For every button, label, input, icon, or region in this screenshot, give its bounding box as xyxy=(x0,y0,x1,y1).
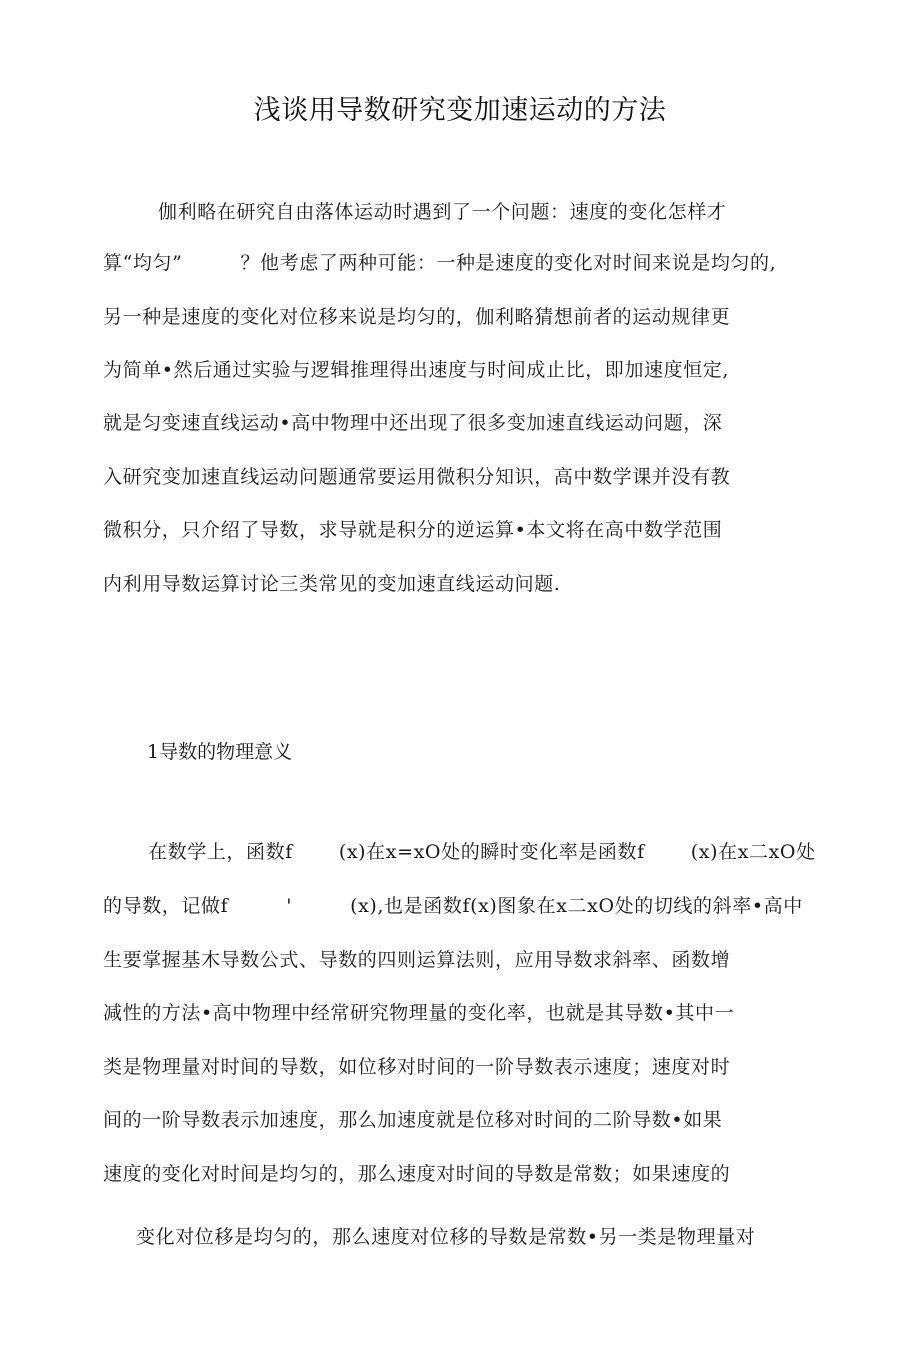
section-line-1-part-c: (x)在x二xO处 xyxy=(690,841,816,863)
section-line-6: 间的一阶导数表示加速度，那么加速度就是位移对时间的二阶导数•如果 xyxy=(103,1109,723,1131)
intro-line-2-part-a: 算“均匀” xyxy=(103,252,183,274)
intro-line-6: 入研究变加速直线运动问题通常要运用微积分知识，高中数学课并没有教 xyxy=(103,466,731,488)
section-line-7: 速度的变化对时间是均匀的，那么速度对时间的导数是常数；如果速度的 xyxy=(103,1163,731,1185)
section-line-2-part-c: (x),也是函数f(x)图象在x二xO处的切线的斜率•高中 xyxy=(350,895,803,917)
intro-line-5: 就是匀变速直线运动•高中物理中还出现了很多变加速直线运动问题，深 xyxy=(103,412,723,434)
section-line-5: 类是物理量对时间的导数，如位移对时间的一阶导数表示速度；速度对时 xyxy=(103,1056,731,1078)
intro-line-4: 为简单•然后通过实验与逻辑推理得出速度与时间成止比，即加速度恒定, xyxy=(103,359,730,381)
intro-line-8: 内利用导数运算讨论三类常见的变加速直线运动问题. xyxy=(103,573,561,595)
intro-line-3: 另一种是速度的变化对位移来说是均匀的，伽利略猜想前者的运动规律更 xyxy=(103,306,731,328)
section-line-1 xyxy=(148,840,816,864)
intro-line-7: 微积分，只介绍了导数，求导就是积分的逆运算•本文将在高中数学范围 xyxy=(103,519,723,541)
section-line-8: 变化对位移是均匀的，那么速度对位移的导数是常数•另一类是物理量对 xyxy=(136,1226,756,1248)
intro-line-2 xyxy=(103,251,776,275)
intro-line-1: 伽利略在研究自由落体运动时遇到了一个问题：速度的变化怎样才 xyxy=(158,201,727,223)
section-line-2 xyxy=(103,894,803,918)
section-line-1-part-b: (x)在x=xO处的瞬时变化率是函数f xyxy=(338,841,645,863)
section-line-4: 减性的方法•高中物理中经常研究物理量的变化率，也就是其导数•其中一 xyxy=(103,1002,735,1024)
section-line-2-part-a: 的导数，记做f xyxy=(103,895,229,917)
section-line-3: 生要掌握基木导数公式、导数的四则运算法则，应用导数求斜率、函数增 xyxy=(103,949,731,971)
document-title: 浅谈用导数研究变加速运动的方法 xyxy=(253,95,667,126)
section-line-1-part-a: 在数学上，函数f xyxy=(148,841,293,863)
intro-line-2-part-b: ？他考虑了两种可能：一种是速度的变化对时间来说是均匀的, xyxy=(240,252,777,274)
section-line-2-part-b: ' xyxy=(286,895,293,917)
section-heading: 1导数的物理意义 xyxy=(147,741,293,763)
